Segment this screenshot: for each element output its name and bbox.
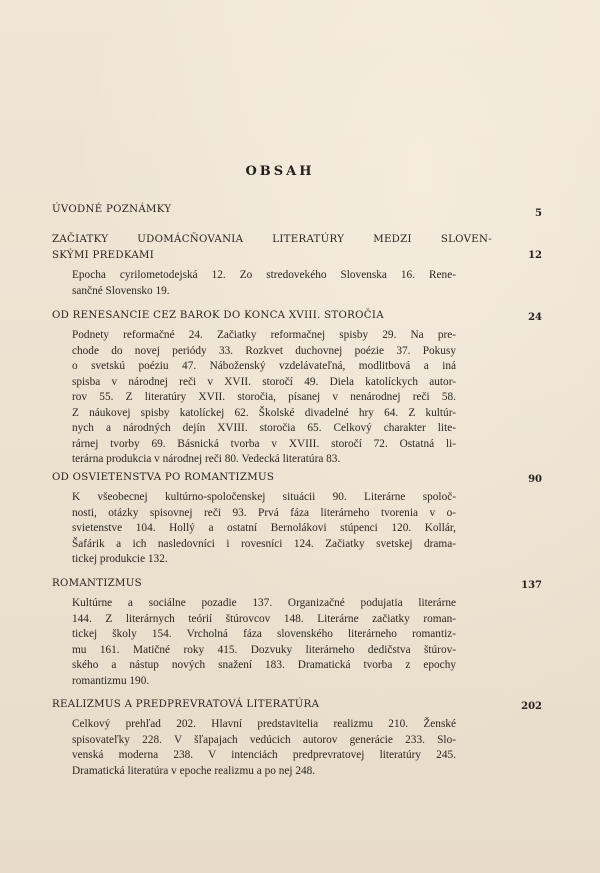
body-line: Epocha cyrilometodejská 12. Zo stredovekého Slovenska 16. Rene-: [72, 269, 456, 281]
section-heading: [52, 202, 492, 218]
body-line: tickej školy 154. Vrcholná fáza slovenského literárneho romantiz-: [72, 628, 456, 640]
body-line: Podnety reformačné 24. Začiatky reformačnej spisby 29. Na pre-: [72, 329, 456, 341]
section-heading-line: SKÝMI PREDKAMI: [52, 250, 155, 261]
section-heading-line: ROMANTIZMUS: [52, 578, 142, 589]
section-heading: [52, 232, 492, 264]
body-line: Celkový prehľad 202. Hlavní predstavitelia realizmu 210. Ženské: [72, 718, 456, 730]
section-body: [72, 490, 456, 568]
toc-section: [52, 202, 542, 219]
body-line: terárna produkcia v národnej reči 80. Vedecká literatúra 83.: [72, 453, 341, 465]
body-line: spisovateľky 228. V šľapajach vedúcich autorov generácie 233. Slo-: [72, 733, 456, 746]
section-body: [72, 268, 456, 299]
body-line: Dramatická literatúra v epoche realizmu a po nej 248.: [72, 764, 316, 777]
toc-section: [52, 308, 542, 468]
body-line: mu 161. Matičné roky 415. Dozvuky literárneho dedičstva štúrov-: [72, 643, 456, 656]
section-heading: [52, 697, 492, 713]
section-body: [72, 328, 456, 468]
body-line: Šafárik a ich nasledovníci i rovesníci 124. Začiatky svetskej drama-: [72, 537, 456, 550]
section-heading: [52, 576, 492, 592]
body-line: tickej produkcie 132.: [72, 553, 168, 565]
section-page-number: 137: [521, 580, 542, 591]
section-heading: [52, 470, 492, 486]
section-page-number: 12: [528, 250, 542, 261]
body-line: rárnej tvorby 69. Básnická tvorba v XVIII. storočí 72. Ostatná li-: [72, 437, 456, 450]
body-line: spisba v národnej reči v XVII. storočí 49. Diela katolíckych autor-: [72, 375, 456, 388]
section-heading: [52, 308, 492, 324]
section-body: [72, 596, 456, 689]
body-line: svietenstve 104. Hollý a ostatní Bernolákovi stúpenci 120. Kollár,: [72, 522, 456, 534]
section-body: [72, 717, 456, 779]
section-heading-line: REALIZMUS A PREDPREVRATOVÁ LITERATÚRA: [52, 699, 320, 710]
body-line: o svetskú poéziu 47. Náboženský vzdelávateľná, modlitbová a iná: [72, 360, 456, 372]
section-heading-line: OD OSVIETENSTVA PO ROMANTIZMUS: [52, 472, 275, 483]
section-heading-line: OD RENESANCIE CEZ BAROK DO KONCA XVIII. STOROČIA: [52, 310, 384, 321]
body-line: Z náukovej spisby katolíckej 62. Školské divadelné hry 64. Z kultúr-: [72, 406, 456, 419]
body-line: nych a národných dejín XVIII. storočia 65. Celkový charakter lite-: [72, 422, 456, 434]
toc-section: [52, 697, 542, 779]
section-page-number: 202: [521, 701, 542, 712]
section-page-number: 5: [535, 208, 542, 219]
body-line: venská moderna 238. V intenciách predprevratovej literatúry 245.: [72, 749, 456, 761]
toc-section: [52, 232, 542, 299]
toc-section: [52, 470, 542, 568]
section-heading-line: ÚVODNÉ POZNÁMKY: [52, 204, 172, 215]
section-page-number: 90: [528, 474, 542, 485]
section-page-number: 24: [528, 312, 542, 323]
body-line: nosti, otázky spisovnej reči 93. Prvá fáza literárneho tvorenia v o-: [72, 506, 456, 519]
page-title: OBSAH: [245, 164, 315, 179]
body-line: sančné Slovensko 19.: [72, 284, 170, 297]
body-line: Kultúrne a sociálne pozadie 137. Organizačné podujatia literárne: [72, 597, 456, 609]
body-line: ského a nástup nových snažení 183. Dramatická tvorba z epochy: [72, 659, 456, 671]
section-heading-line: ZAČIATKY UDOMÁCŇOVANIA LITERATÚRY MEDZI SLOVEN-: [52, 234, 492, 245]
body-line: rov 55. Z literatúry XVII. storočia, písanej v nenárodnej reči 58.: [72, 391, 456, 403]
body-line: K všeobecnej kultúrno-spoločenskej situácii 90. Literárne spoloč-: [72, 491, 456, 503]
toc-section: [52, 576, 542, 689]
body-line: 144. Z literárnych teórií štúrovcov 148. Literárne začiatky roman-: [72, 612, 456, 625]
body-line: chode do novej periódy 33. Rozkvet duchovnej poézie 37. Pokusy: [72, 344, 456, 357]
body-line: romantizmu 190.: [72, 674, 150, 687]
